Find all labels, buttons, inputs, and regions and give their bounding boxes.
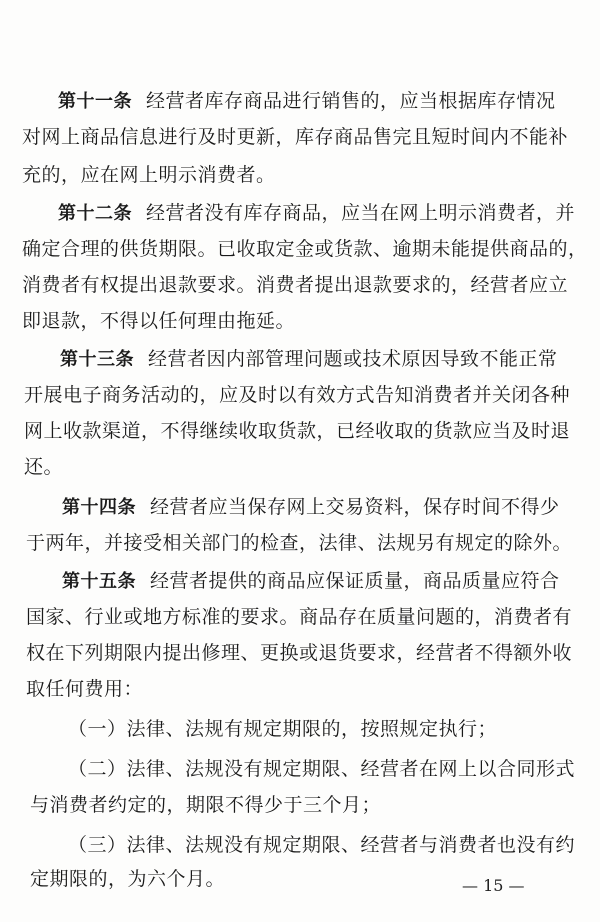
article-15-heading: 第十五条	[62, 571, 136, 592]
article-12-line-4: 即退款，不得以任何理由拖延。	[22, 310, 296, 332]
clause-3-line-1: （三）法律、法规没有规定期限、经营者与消费者也没有约	[68, 834, 576, 856]
article-11-line-2: 对网上商品信息进行及时更新，库存商品售完且短时间内不能补	[22, 126, 569, 148]
article-12-heading: 第十二条	[58, 203, 132, 224]
article-13-text-1: 经营者因内部管理问题或技术原因导致不能正常	[148, 348, 558, 370]
article-15-line-1	[62, 568, 560, 595]
article-15-line-3: 权在下列期限内提出修理、更换或退货要求，经营者不得额外收	[26, 642, 573, 664]
article-14-text-1: 经营者应当保存网上交易资料，保存时间不得少	[150, 496, 560, 518]
article-14-heading: 第十四条	[62, 497, 136, 518]
article-15-line-2: 国家、行业或地方标准的要求。商品存在质量问题的，消费者有	[26, 606, 573, 628]
clause-2-line-2: 与消费者约定的，期限不得少于三个月；	[30, 794, 382, 816]
article-11-line-3: 充的，应在网上明示消费者。	[22, 164, 276, 186]
article-11-heading: 第十一条	[58, 91, 132, 112]
article-13-line-2: 开展电子商务活动的，应及时以有效方式告知消费者并关闭各种	[24, 384, 571, 406]
article-13-line-4: 还。	[24, 456, 64, 478]
page-number: — 15 —	[462, 876, 525, 895]
article-13-line-1	[60, 346, 558, 373]
article-12-line-1	[58, 200, 575, 227]
article-15-line-4: 取任何费用：	[26, 678, 144, 700]
article-13-heading: 第十三条	[60, 349, 134, 370]
article-15-text-1: 经营者提供的商品应保证质量，商品质量应符合	[150, 570, 560, 592]
clause-1-line-1: （一）法律、法规有规定期限的，按照规定执行；	[68, 718, 498, 740]
article-12-line-3: 消费者有权提出退款要求。消费者提出退款要求的，经营者应立	[22, 274, 569, 296]
clause-3-line-2: 定期限的，为六个月。	[30, 868, 226, 890]
clause-2-line-1: （二）法律、法规没有规定期限、经营者在网上以合同形式	[68, 758, 576, 780]
article-11-text-1: 经营者库存商品进行销售的，应当根据库存情况	[146, 90, 556, 112]
article-12-line-2: 确定合理的供货期限。已收取定金或货款、逾期未能提供商品的，	[22, 238, 588, 260]
article-14-line-1	[62, 494, 560, 521]
article-12-text-1: 经营者没有库存商品，应当在网上明示消费者，并	[146, 202, 576, 224]
article-11-line-1	[58, 88, 556, 115]
article-13-line-3: 网上收款渠道，不得继续收取货款，已经收取的货款应当及时退	[24, 420, 571, 442]
article-14-line-2: 于两年，并接受相关部门的检查，法律、法规另有规定的除外。	[26, 532, 573, 554]
